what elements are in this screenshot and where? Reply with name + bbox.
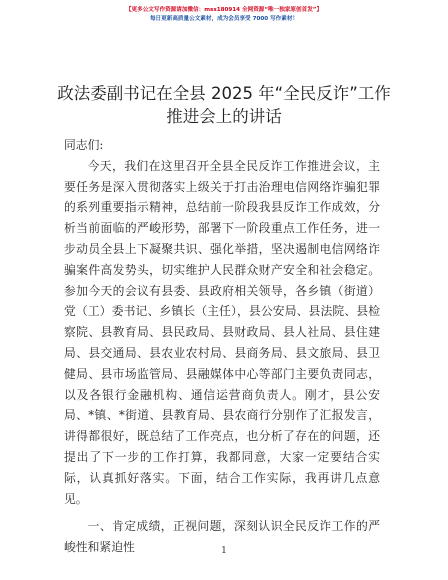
document-title [40,82,408,128]
promo-banner-line2: 每日更新高质量公文素材，成为会员享受 7000 写作素材！ [149,16,299,22]
document-title-line2: 推进会上的讲话 [166,107,282,126]
salutation: 同志们: [64,138,104,152]
document-body [64,135,380,558]
body-paragraph: 今天，我们在这里召开全县全民反诈工作推进会议，主要任务是深入贯彻落实上级关于打击治理电信网络诈骗犯罪的系列重要指示精神，总结前一阶段我县反诈工作成效，分析当前面临的严峻形势，部署下一阶段重点工作任务，进一步动员全县上下凝聚共识、强化举措，坚决遏制电信网络诈骗案件高发势头，切实维护人民群众财产安全和社会稳定。参加今天的会议有县委、县政府相关领导，各乡镇（街道）党（工）委书记、乡镇长（主任），县公安局、县法院、县检察院、县教育局、县民政局、县财政局、县人社局、县住建局、县交通局、县农业农村局、县商务局、县文旅局、县卫健局、县市场监管局、县融媒体中心等部门主要负责同志，以及各银行金融机构、通信运营商负责人。刚才，县公安局、*镇、*街道、县教育局、县农商行分别作了汇报发言，讲得都很好，既总结了工作亮点，也分析了存在的问题，还提出了下一步的工作打算，我都同意，大家一定要结合实际，认真抓好落实。下面，结合工作实际，我再讲几点意见。 [64,158,380,506]
document-title-line1: 政法委副书记在全县 2025 年“全民反诈”工作 [57,84,391,103]
page-number: 1 [221,546,227,556]
section-heading: 一、肯定成绩，正视问题，深刻认识全民反诈工作的严峻性和紧迫性 [64,519,380,555]
promo-banner [0,6,448,24]
promo-banner-line1: 【更多公文写作资源请加微信：mss180914 全网资源“唯一独家原创首发”】 [125,7,323,13]
